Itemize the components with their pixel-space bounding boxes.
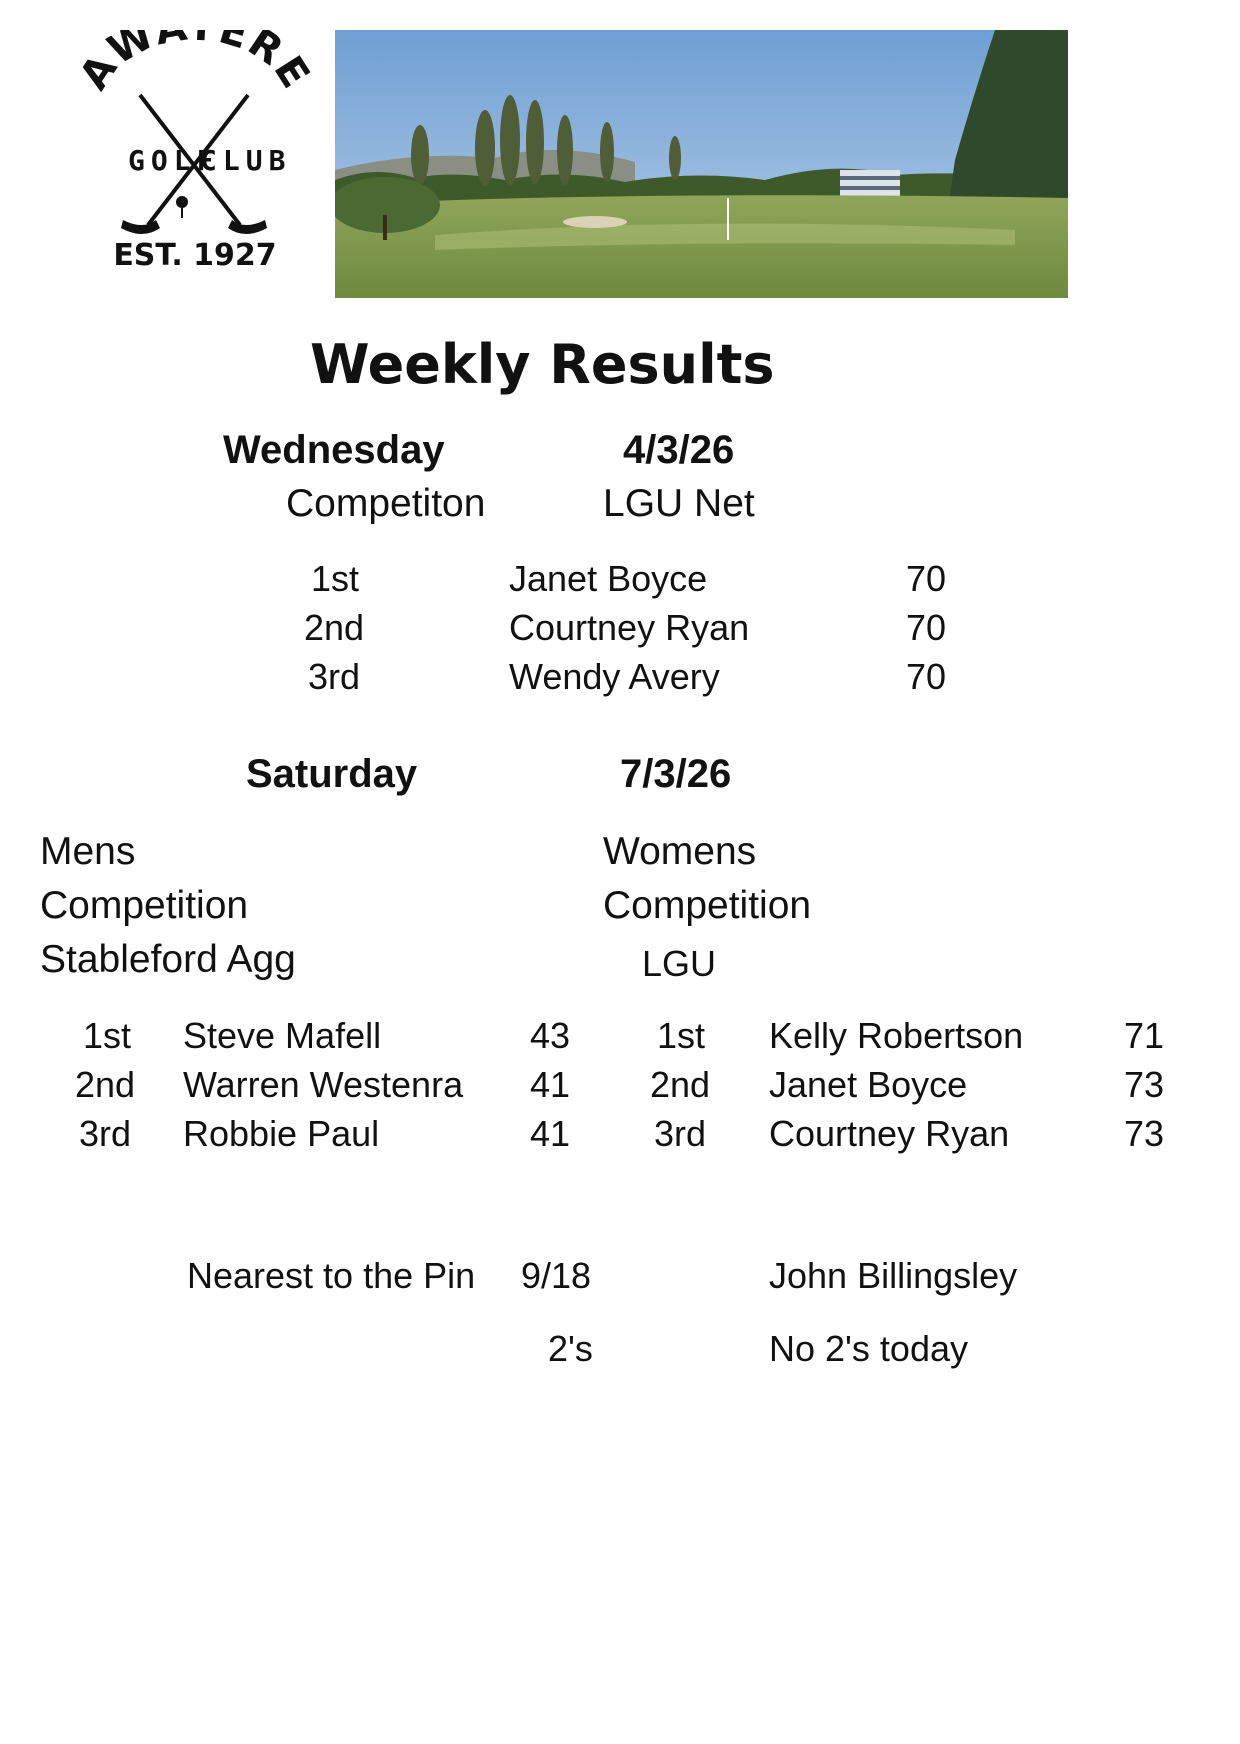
womens-row-1-place: 1st — [657, 1015, 706, 1056]
wed-row-2-place: 2nd — [304, 607, 365, 648]
wed-row-3-score: 70 — [906, 656, 947, 697]
wednesday-day: Wednesday — [223, 428, 445, 472]
wed-row-3-name: Wendy Avery — [509, 656, 720, 697]
wed-row-1-name: Janet Boyce — [509, 558, 708, 599]
wednesday-competition-label: Competiton — [286, 482, 486, 525]
mens-line-1: Mens — [40, 830, 136, 873]
golf-course-photo — [335, 30, 1068, 298]
mens-row-3-name: Robbie Paul — [183, 1113, 380, 1154]
twos-label: 2's — [548, 1328, 593, 1369]
womens-row-3-score: 73 — [1124, 1113, 1165, 1154]
womens-line-2: Competition — [603, 884, 812, 927]
womens-row-3-name: Courtney Ryan — [769, 1113, 1010, 1154]
womens-row-2-place: 2nd — [650, 1064, 711, 1105]
mens-row-2-name: Warren Westenra — [183, 1064, 464, 1105]
mens-row-3-score: 41 — [530, 1113, 571, 1154]
womens-line-3: LGU — [642, 943, 717, 984]
womens-row-3-place: 3rd — [654, 1113, 707, 1154]
womens-row-1-score: 71 — [1124, 1015, 1165, 1056]
twos-value: No 2's today — [769, 1328, 968, 1369]
womens-row-2-name: Janet Boyce — [769, 1064, 968, 1105]
mens-row-3-place: 3rd — [79, 1113, 132, 1154]
logo-club-text: CLUB — [200, 144, 292, 177]
saturday-day: Saturday — [246, 752, 418, 796]
mens-row-2-score: 41 — [530, 1064, 571, 1105]
wednesday-date: 4/3/26 — [623, 428, 735, 472]
wed-row-2-name: Courtney Ryan — [509, 607, 750, 648]
page-title: Weekly Results — [310, 333, 775, 396]
saturday-date: 7/3/26 — [620, 752, 732, 796]
mens-row-1-name: Steve Mafell — [183, 1015, 382, 1056]
mens-line-3: Stableford Agg — [40, 938, 296, 981]
logo-est-text: EST. 1927 — [113, 238, 277, 273]
wednesday-competition-value: LGU Net — [603, 482, 755, 525]
mens-row-2-place: 2nd — [75, 1064, 136, 1105]
womens-row-1-name: Kelly Robertson — [769, 1015, 1024, 1056]
wed-row-1-score: 70 — [906, 558, 947, 599]
mens-line-2: Competition — [40, 884, 249, 927]
wed-row-1-place: 1st — [311, 558, 360, 599]
logo-golf-text: GOLF — [128, 144, 220, 177]
nearest-pin-winner: John Billingsley — [769, 1255, 1018, 1296]
womens-line-1: Womens — [603, 830, 757, 873]
logo-arc-text: AW ERE — [70, 30, 320, 98]
mens-row-1-place: 1st — [83, 1015, 132, 1056]
wed-row-3-place: 3rd — [308, 656, 361, 697]
nearest-pin-label: Nearest to the Pin — [187, 1255, 476, 1296]
nearest-pin-hole: 9/18 — [521, 1255, 592, 1296]
wed-row-2-score: 70 — [906, 607, 947, 648]
womens-row-2-score: 73 — [1124, 1064, 1165, 1105]
club-logo — [70, 30, 330, 280]
mens-row-1-score: 43 — [530, 1015, 571, 1056]
